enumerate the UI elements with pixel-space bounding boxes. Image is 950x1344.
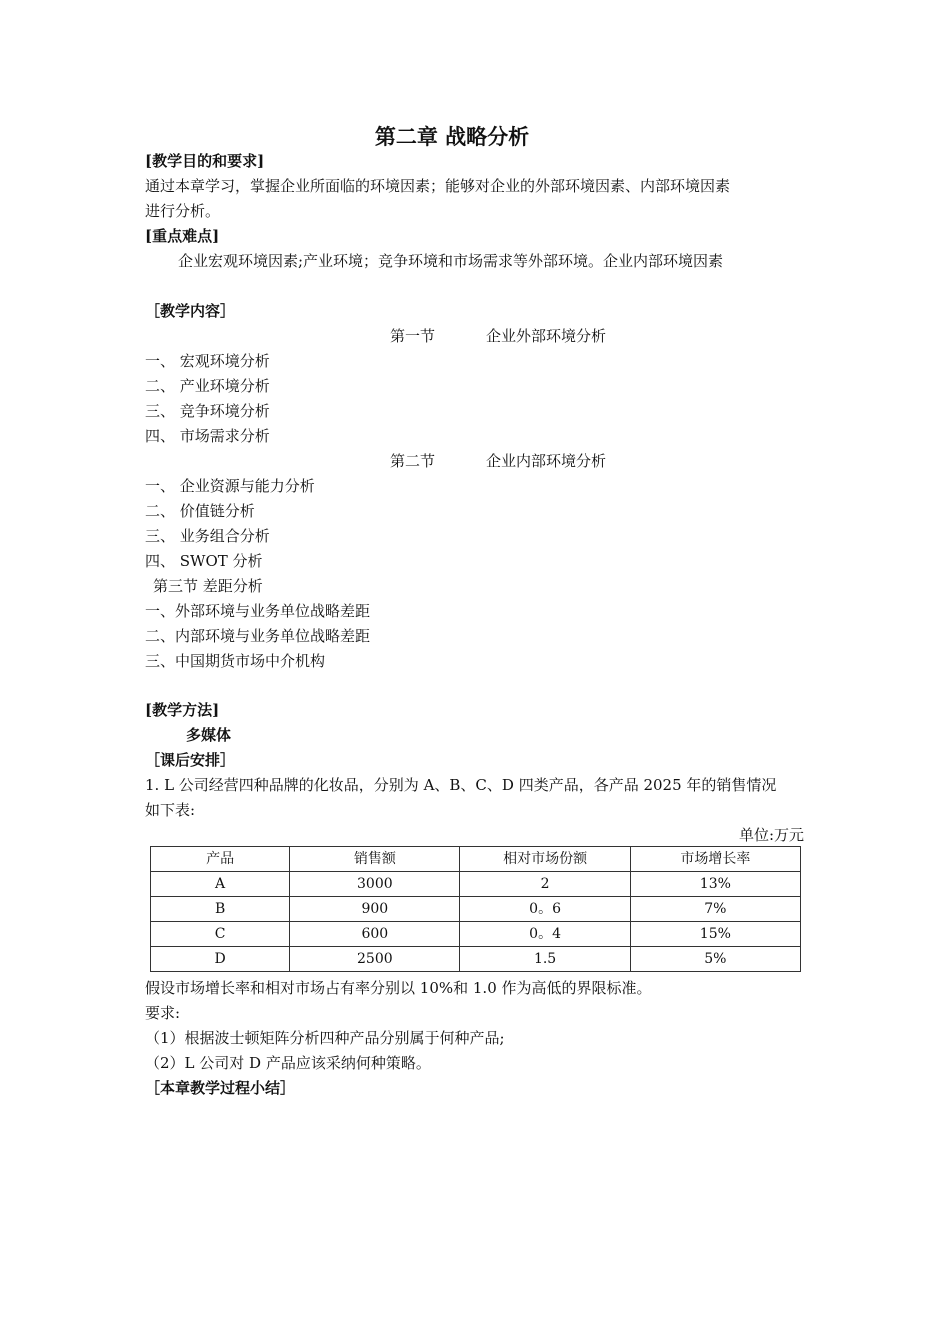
objective-heading: [教学目的和要求] [145, 152, 265, 170]
requirement-1: （1）根据波士顿矩阵分析四种产品分别属于何种产品; [145, 1029, 505, 1047]
section-2-number: 第二节 [390, 452, 436, 470]
table-cell: 900 [290, 897, 460, 922]
table-header-cell: 相对市场份额 [460, 847, 630, 872]
table-cell: 2 [460, 872, 630, 897]
homework-question-line-1: 1. L 公司经营四种品牌的化妆品，分别为 A、B、C、D 四类产品，各产品 2025 年的销售情况 [145, 776, 777, 794]
requirement-2: （2）L 公司对 D 产品应该采纳何种策略。 [145, 1054, 431, 1072]
objective-line-2: 进行分析。 [145, 202, 221, 220]
table-row [151, 922, 801, 947]
requirement-label: 要求: [145, 1004, 181, 1022]
table-cell: 15% [630, 922, 800, 947]
table-cell: A [151, 872, 290, 897]
table-cell: 600 [290, 922, 460, 947]
summary-heading: ［本章教学过程小结］ [145, 1079, 296, 1097]
table-cell: 7% [630, 897, 800, 922]
table-cell: 13% [630, 872, 800, 897]
section-2-item: 三、 业务组合分析 [145, 527, 270, 545]
table-cell: 1.5 [460, 947, 630, 972]
key-points-heading: [重点难点] [145, 227, 220, 245]
key-points-text: 企业宏观环境因素;产业环境；竞争环境和市场需求等外部环境。企业内部环境因素 [178, 252, 724, 270]
table-cell: 0。4 [460, 922, 630, 947]
homework-question-line-2: 如下表: [145, 801, 196, 819]
section-1-item: 二、 产业环境分析 [145, 377, 270, 395]
objective-line-1: 通过本章学习，掌握企业所面临的环境因素；能够对企业的外部环境因素、内部环境因素 [145, 177, 731, 195]
assumption-text: 假设市场增长率和相对市场占有率分别以 10%和 1.0 作为高低的界限标准。 [145, 979, 652, 997]
section-3-title: 第三节 差距分析 [153, 577, 263, 595]
section-1-number: 第一节 [390, 327, 436, 345]
table-header-cell: 市场增长率 [630, 847, 800, 872]
table-row [151, 947, 801, 972]
section-2-name: 企业内部环境分析 [486, 452, 607, 470]
table-header-cell: 产品 [151, 847, 290, 872]
table-header-cell: 销售额 [290, 847, 460, 872]
section-3-item: 一、外部环境与业务单位战略差距 [145, 602, 371, 620]
table-cell: C [151, 922, 290, 947]
section-2-title [390, 450, 606, 472]
section-3-item: 二、内部环境与业务单位战略差距 [145, 627, 371, 645]
table-row [151, 872, 801, 897]
section-1-item: 一、 宏观环境分析 [145, 352, 270, 370]
table-cell: 2500 [290, 947, 460, 972]
section-1-item: 四、 市场需求分析 [145, 427, 270, 445]
table-header-row [151, 847, 801, 872]
table-unit-label: 单位:万元 [738, 826, 804, 844]
content-heading: ［教学内容］ [145, 302, 236, 320]
table-cell: 5% [630, 947, 800, 972]
table-cell: 0。6 [460, 897, 630, 922]
section-3-item: 三、中国期货市场中介机构 [145, 652, 326, 670]
section-1-title [390, 325, 606, 347]
section-1-item: 三、 竞争环境分析 [145, 402, 270, 420]
method-heading: [教学方法] [145, 701, 220, 719]
sales-table [150, 846, 801, 972]
chapter-title: 第二章 战略分析 [374, 124, 530, 149]
method-text: 多媒体 [186, 726, 232, 744]
section-2-item: 二、 价值链分析 [145, 502, 255, 520]
homework-heading: ［课后安排］ [145, 751, 236, 769]
section-2-item: 四、 SWOT 分析 [145, 552, 263, 570]
table-cell: B [151, 897, 290, 922]
table-row [151, 897, 801, 922]
section-1-name: 企业外部环境分析 [486, 327, 607, 345]
table-cell: 3000 [290, 872, 460, 897]
section-2-item: 一、 企业资源与能力分析 [145, 477, 315, 495]
table-cell: D [151, 947, 290, 972]
